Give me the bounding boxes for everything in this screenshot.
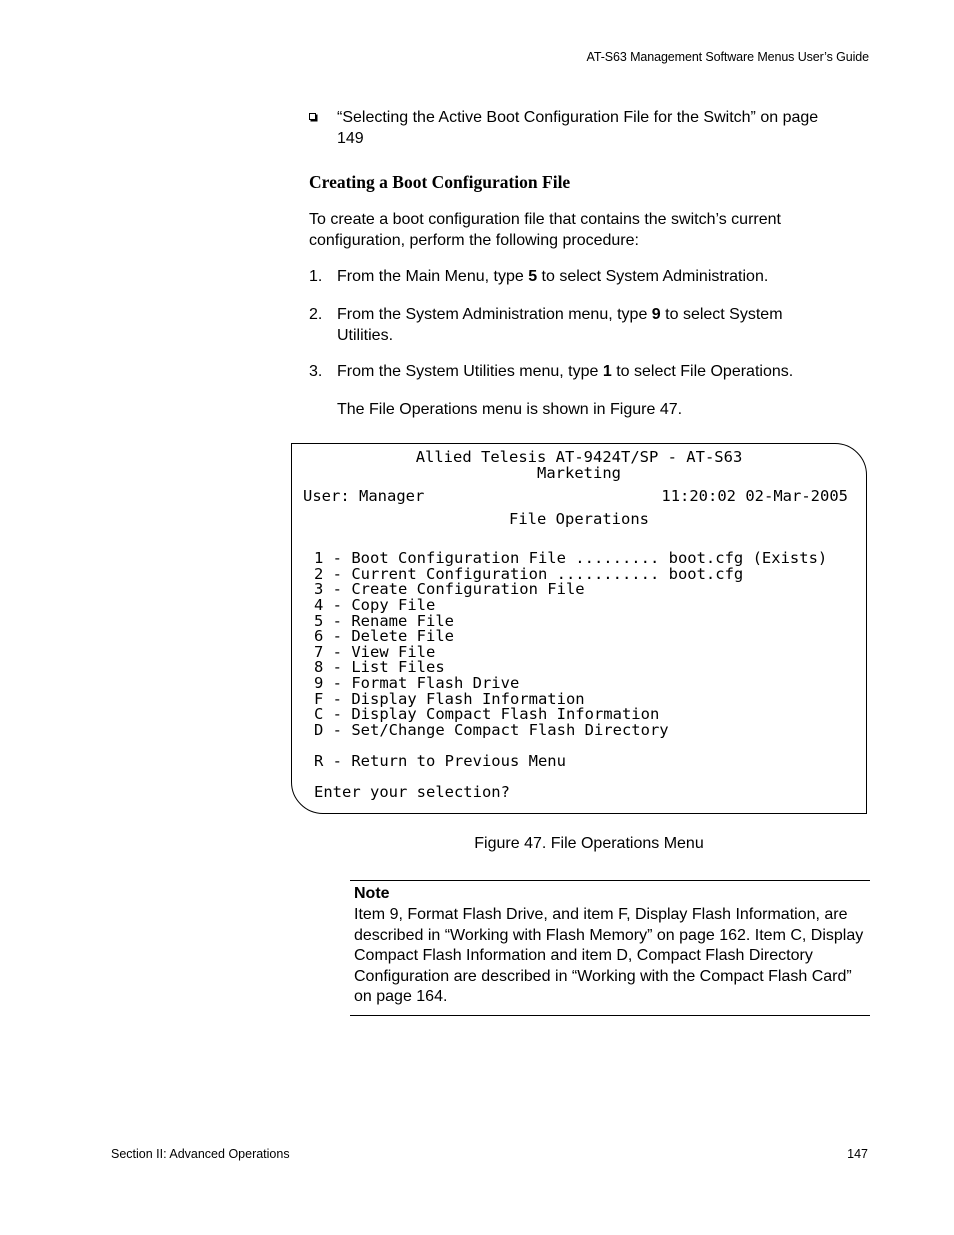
section-heading: Creating a Boot Configuration File — [309, 172, 571, 192]
note-box — [350, 880, 870, 1016]
step-key: 5 — [528, 268, 538, 285]
terminal-prompt: Enter your selection? — [314, 783, 510, 801]
menu-item: 9 - Format Flash Drive — [314, 674, 520, 692]
menu-item: D - Set/Change Compact Flash Directory — [314, 721, 669, 739]
menu-item: 3 - Create Configuration File — [314, 580, 585, 598]
footer-section: Section II: Advanced Operations — [111, 1147, 290, 1161]
step-number: 2. — [309, 306, 323, 323]
terminal-menu-title: File Operations — [509, 510, 649, 528]
menu-item: 7 - View File — [314, 643, 436, 661]
step-key: 9 — [651, 306, 661, 323]
terminal-datetime: 11:20:02 02-Mar-2005 — [661, 487, 848, 505]
step-number: 1. — [309, 268, 323, 285]
menu-item: 2 - Current Configuration ........... boot.cfg — [314, 565, 744, 583]
bullet-cross-reference: “Selecting the Active Boot Configuration File for the Switch” on page 149 — [337, 109, 819, 147]
menu-item: 4 - Copy File — [314, 596, 436, 614]
terminal-screen — [291, 443, 867, 814]
step-text — [337, 267, 857, 288]
step-text-part: to select File Operations. — [611, 363, 794, 380]
figure-caption: Figure 47. File Operations Menu — [474, 835, 704, 852]
footer-page-number: 147 — [847, 1147, 868, 1161]
step-text — [337, 362, 857, 383]
menu-item: 1 - Boot Configuration File ......... boot.cfg (Exists) — [314, 549, 828, 567]
note-label: Note — [354, 885, 390, 902]
note-text: Item 9, Format Flash Drive, and item F, Display Flash Information, are described in “Working with Flash Memory” on page 162. Item C, Display Compact Flash Information and item D, Compact Flash Directory Configuration are described in “Working with the Compact Flash Card” on page 164. — [354, 906, 864, 1005]
menu-item: F - Display Flash Information — [314, 690, 585, 708]
terminal-title: Allied Telesis AT-9424T/SP - AT-S63 — [415, 448, 743, 466]
step-text-part: From the System Utilities menu, type — [337, 363, 603, 380]
menu-item: C - Display Compact Flash Information — [314, 705, 660, 723]
menu-item: 8 - List Files — [314, 658, 445, 676]
menu-item: 6 - Delete File — [314, 627, 454, 645]
step-text-part: From the System Administration menu, type — [337, 306, 652, 323]
figure-reference: The File Operations menu is shown in Figure 47. — [337, 401, 683, 418]
intro-paragraph: To create a boot configuration file that contains the switch’s current configuration, perform the following procedure: — [309, 211, 781, 249]
step-number: 3. — [309, 363, 323, 380]
checkbox-bullet-icon — [309, 113, 316, 120]
step-text-part: to select System Administration. — [537, 268, 769, 285]
running-header: AT-S63 Management Software Menus User’s Guide — [586, 50, 869, 64]
step-text-part: to select System Utilities. — [337, 306, 783, 344]
step-text-part: From the Main Menu, type — [337, 268, 529, 285]
menu-item: 5 - Rename File — [314, 612, 454, 630]
terminal-location: Marketing — [537, 464, 621, 482]
step-key: 1 — [602, 363, 612, 380]
terminal-user: User: Manager — [303, 487, 425, 505]
menu-item-return: R - Return to Previous Menu — [314, 752, 566, 770]
step-text — [337, 305, 827, 346]
